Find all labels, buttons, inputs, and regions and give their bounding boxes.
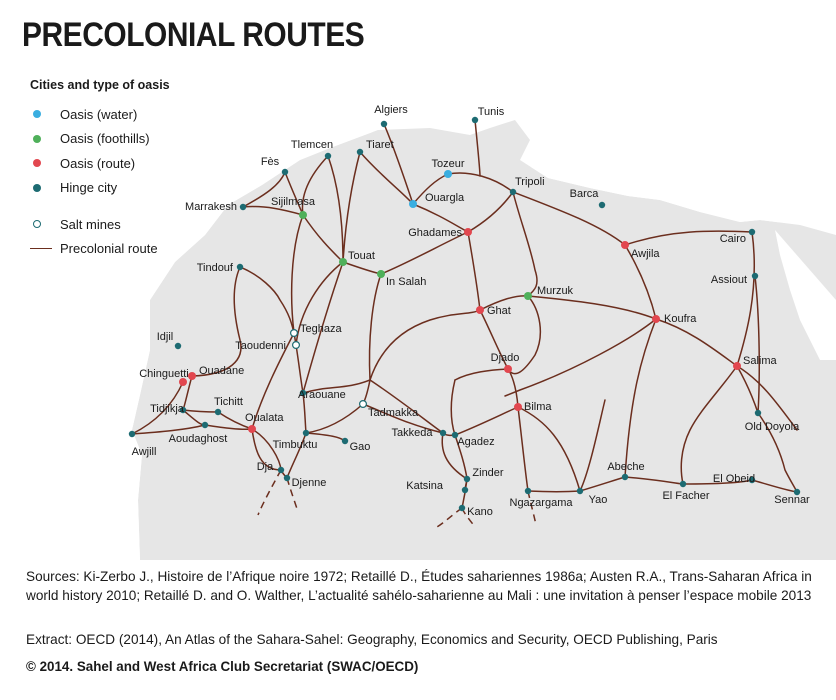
city-label: Ghadames — [408, 227, 462, 239]
city-label: Koufra — [664, 313, 697, 325]
city-marker-hinge — [325, 153, 331, 159]
copyright-text: © 2014. Sahel and West Africa Club Secretariat (SWAC/OECD) — [26, 659, 419, 674]
city-label: Chinguetti — [139, 368, 189, 380]
city-marker-hinge — [752, 273, 758, 279]
city-marker-hinge — [381, 121, 387, 127]
city-label: Tozeur — [431, 158, 465, 170]
city-marker-hinge — [237, 264, 243, 270]
city-marker-hinge — [303, 430, 309, 436]
city-label: Djado — [490, 352, 520, 364]
city-marker-hinge — [342, 438, 348, 444]
legend-label: Oasis (water) — [60, 106, 138, 122]
city-label: Zinder — [472, 467, 504, 479]
city-label: Old Doyola — [744, 421, 800, 433]
city-label: Tindouf — [196, 262, 233, 274]
city-marker-hinge — [282, 169, 288, 175]
city-marker-hinge — [510, 189, 516, 195]
city-label: Ghat — [487, 305, 511, 317]
city-label: Idjil — [156, 331, 174, 343]
city-label: Katsina — [406, 480, 443, 492]
city-label: Ouargla — [425, 192, 465, 204]
city-marker-route — [652, 315, 660, 323]
city-label: Ngazargama — [509, 497, 573, 509]
city-label: Fès — [260, 156, 280, 168]
city-label: Takkeda — [391, 427, 433, 439]
city-marker-water — [444, 170, 452, 178]
city-label: Bilma — [524, 401, 552, 413]
city-label: Tidjikja — [150, 403, 184, 415]
city-label: Barca — [569, 188, 599, 200]
city-marker-hinge — [525, 488, 531, 494]
city-label: Salima — [743, 355, 777, 367]
legend — [30, 78, 230, 261]
city-marker-hinge — [240, 204, 246, 210]
city-marker-hinge — [175, 343, 181, 349]
city-marker-foothills — [524, 292, 532, 300]
city-label: Yao — [588, 494, 608, 506]
salt-mine-marker-icon — [33, 220, 41, 228]
city-label: Kano — [467, 506, 493, 518]
city-label: Assiout — [710, 274, 747, 286]
city-label: El Facher — [662, 490, 710, 502]
city-marker-hinge — [357, 149, 363, 155]
city-marker-hinge — [440, 430, 446, 436]
city-marker-hinge — [464, 476, 470, 482]
route-oasis-marker-icon — [33, 159, 41, 167]
city-marker-hinge — [755, 410, 761, 416]
city-label: Sijilmasa — [271, 196, 316, 208]
city-label: Aoudaghost — [168, 433, 228, 445]
city-marker-hinge — [202, 422, 208, 428]
city-label: Oualata — [245, 412, 284, 424]
legend-item-water — [30, 102, 230, 127]
city-marker-salt — [291, 330, 298, 337]
city-marker-water — [409, 200, 417, 208]
city-marker-route — [514, 403, 522, 411]
city-label: Araouane — [298, 389, 346, 401]
city-label: Teghaza — [300, 323, 342, 335]
city-label: Cairo — [719, 233, 746, 245]
legend-item-route — [30, 151, 230, 176]
city-marker-hinge — [129, 431, 135, 437]
city-marker-route — [733, 362, 741, 370]
city-label: Abeche — [607, 461, 645, 473]
extract-text: Extract: OECD (2014), An Atlas of the Sahara-Sahel: Geography, Economics and Security, OECD Publishing, Paris — [26, 632, 718, 647]
legend-item-hinge — [30, 176, 230, 201]
sources-text: Sources: Ki-Zerbo J., Histoire de l’Afrique noire 1972; Retaillé D., Études sahariennes 1986a; Austen R.A., Trans-Saharan Africa in world history 2010; Retaillé D. and O. Walther, L’actualité sahélo-saharienne au Mali : une invitation à penser l’espace mobile 2013 — [26, 569, 812, 603]
route-line-icon — [30, 248, 52, 249]
city-marker-hinge — [577, 488, 583, 494]
city-marker-route — [476, 306, 484, 314]
legend-item-foothills — [30, 127, 230, 152]
water-oasis-marker-icon — [33, 110, 41, 118]
city-label: Djenne — [291, 477, 327, 489]
city-marker-foothills — [339, 258, 347, 266]
city-marker-hinge — [462, 487, 468, 493]
city-marker-foothills — [299, 211, 307, 219]
legend-item-line — [30, 237, 230, 262]
city-marker-hinge — [459, 505, 465, 511]
hinge-city-marker-icon — [33, 184, 41, 192]
legend-label: Oasis (foothills) — [60, 131, 150, 147]
city-label: Touat — [348, 250, 375, 262]
city-marker-foothills — [377, 270, 385, 278]
legend-title: Cities and type of oasis — [30, 78, 170, 92]
city-label: Murzuk — [537, 285, 574, 297]
city-label: Ouadane — [199, 365, 245, 377]
city-label: Agadez — [457, 436, 495, 448]
foothills-oasis-marker-icon — [33, 135, 41, 143]
city-marker-hinge — [284, 475, 290, 481]
legend-item-salt — [30, 212, 230, 237]
city-marker-hinge — [278, 467, 284, 473]
city-marker-route — [504, 365, 512, 373]
city-marker-route — [188, 372, 196, 380]
legend-label: Precolonial route — [60, 241, 158, 257]
city-marker-salt — [293, 342, 300, 349]
city-label: El Obeid — [712, 473, 756, 485]
city-marker-hinge — [215, 409, 221, 415]
legend-label: Hinge city — [60, 180, 118, 196]
city-label: Gao — [349, 441, 371, 453]
city-label: Timbuktu — [272, 439, 318, 451]
city-label: Awjill — [131, 446, 157, 458]
city-label: Tripoli — [515, 176, 545, 188]
city-marker-hinge — [599, 202, 605, 208]
city-marker-hinge — [622, 474, 628, 480]
city-marker-salt — [360, 401, 367, 408]
legend-label: Oasis (route) — [60, 155, 136, 171]
city-label: In Salah — [386, 276, 427, 288]
city-marker-route — [621, 241, 629, 249]
city-marker-route — [248, 425, 256, 433]
city-marker-hinge — [680, 481, 686, 487]
city-label: Dja — [256, 461, 274, 473]
city-marker-hinge — [749, 229, 755, 235]
city-label: Tichitt — [214, 396, 243, 408]
city-label: Marrakesh — [185, 201, 237, 213]
city-label: Tiaret — [366, 139, 394, 151]
city-label: Awjila — [631, 248, 660, 260]
city-label: Tunis — [477, 106, 505, 118]
city-label: Algiers — [374, 104, 408, 116]
city-label: Tadmakka — [368, 407, 419, 419]
page-title: PRECOLONIAL ROUTES — [22, 16, 365, 54]
city-marker-route — [464, 228, 472, 236]
city-label: Tlemcen — [290, 139, 334, 151]
legend-label: Salt mines — [60, 216, 121, 232]
city-label: Taoudenni — [235, 340, 286, 352]
city-label: Sennar — [774, 494, 810, 506]
